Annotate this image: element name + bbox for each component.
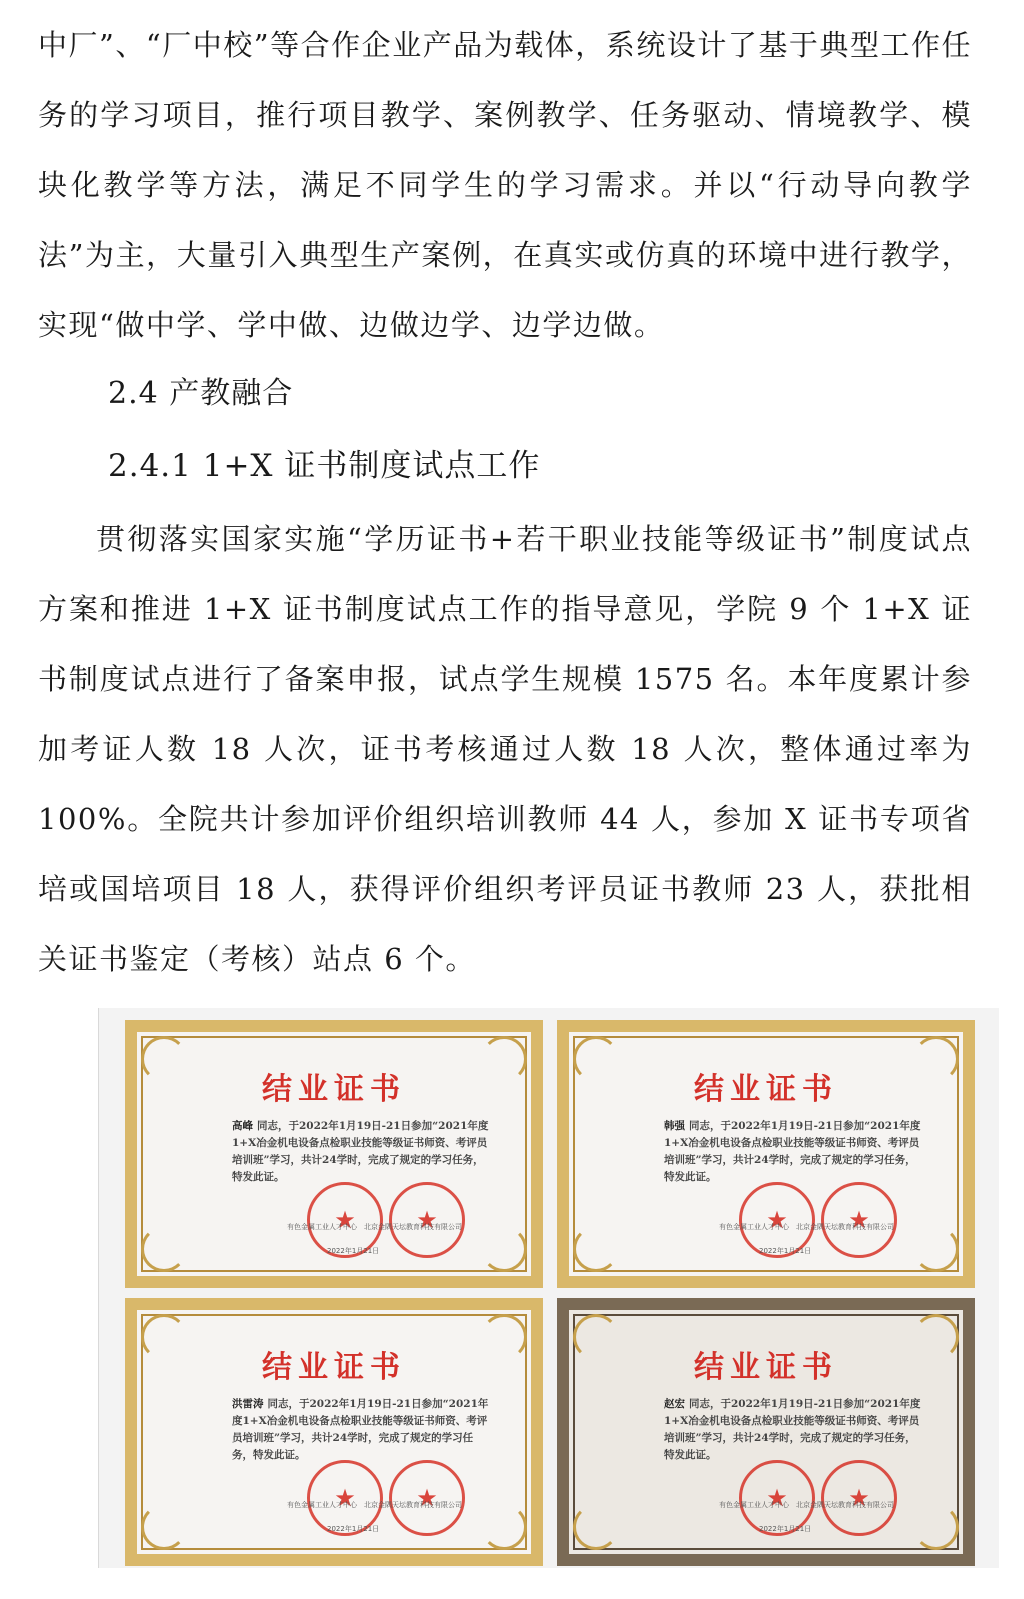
certificate-text [664,1118,923,1186]
certificate-4 [557,1298,975,1566]
certificate-title: 结业证书 [262,1350,406,1385]
certificate-holder-name: 韩强 [664,1120,685,1132]
red-seal-icon: ★ [739,1182,815,1258]
certificate-text [664,1396,923,1464]
certificate-title: 结业证书 [694,1350,838,1385]
certificate-date: 2022年1月21日 [759,1247,812,1255]
ornament-icon [141,1226,187,1272]
certificate-title: 结业证书 [262,1072,406,1107]
certificate-issuer: 有色金属工业人才中心 北京金隅天坛教育科技有限公司 [287,1223,462,1231]
ornament-icon [573,1226,619,1272]
red-seal-icon: ★ [307,1460,383,1536]
certificate-1 [125,1020,543,1288]
body-paragraph-2: 贯彻落实国家实施“学历证书+若干职业技能等级证书”制度试点方案和推进 1+X 证书制度试点工作的指导意见，学院 9 个 1+X 证书制度试点进行了备案申报，试点学生规模 1575 名。本年度累计参加考证人数 18 人次，证书考核通过人数 18 人次，整体通过率为 100%。全院共计参加评价组织培训教师 44 人，参加 X 证书专项省培或国培项目 18 人，获得评价组织考评员证书教师 23 人，获批相关证书鉴定（考核）站点 6 个。 [38,522,972,976]
certificate-issuer: 有色金属工业人才中心 北京金隅天坛教育科技有限公司 [719,1223,894,1231]
certificate-date: 2022年1月21日 [327,1247,380,1255]
red-seal-icon: ★ [739,1460,815,1536]
red-seal-icon: ★ [307,1182,383,1258]
certificate-date: 2022年1月21日 [759,1525,812,1533]
certificate-holder-name: 赵宏 [664,1398,685,1410]
ornament-icon [141,1504,187,1550]
ornament-icon [573,1504,619,1550]
body-paragraph-1: 中厂”、“厂中校”等合作企业产品为载体，系统设计了基于典型工作任务的学习项目，推行项目教学、案例教学、任务驱动、情境教学、模块化教学等方法，满足不同学生的学习需求。并以“行动导向教学法”为主，大量引入典型生产案例，在真实或仿真的环境中进行教学，实现“做中学、学中做、边做边学、边学边做。 [38,28,972,342]
certificate-date: 2022年1月21日 [327,1525,380,1533]
ornament-icon [481,1504,527,1550]
certificate-body: 同志，于2022年1月19日-21日参加“2021年度1+X冶金机电设备点检职业技能等级证书师资、考评员培训班”学习，共计24学时，完成了规定的学习任务，特发此证。 [232,1120,489,1183]
ornament-icon [913,1504,959,1550]
certificate-issuer: 有色金属工业人才中心 北京金隅天坛教育科技有限公司 [719,1501,894,1509]
ornament-icon [913,1226,959,1272]
red-seal-icon: ★ [821,1460,897,1536]
certificate-title: 结业证书 [694,1072,838,1107]
certificate-text [232,1118,491,1186]
certificate-issuer: 有色金属工业人才中心 北京金隅天坛教育科技有限公司 [287,1501,462,1509]
red-seal-icon: ★ [389,1460,465,1536]
red-seal-icon: ★ [389,1182,465,1258]
certificate-holder-name: 高峰 [232,1120,253,1132]
section-heading-2-4: 2.4 产教融合 [108,376,294,411]
section-heading-2-4-1: 2.4.1 1+X 证书制度试点工作 [108,448,541,484]
certificate-body: 同志，于2022年1月19日-21日参加“2021年度1+X冶金机电设备点检职业技能等级证书师资、考评员培训班”学习，共计24学时，完成了规定的学习任务，特发此证。 [664,1398,921,1461]
certificates-photo [98,1008,999,1568]
certificate-body: 同志，于2022年1月19日-21日参加“2021年度1+X冶金机电设备点检职业技能等级证书师资、考评员培训班”学习，共计24学时，完成了规定的学习任务，特发此证。 [664,1120,921,1183]
certificate-holder-name: 洪雷涛 [232,1398,264,1410]
red-seal-icon: ★ [821,1182,897,1258]
certificate-text [232,1396,491,1464]
ornament-icon [481,1226,527,1272]
certificate-2 [557,1020,975,1288]
certificate-3 [125,1298,543,1566]
certificate-body: 同志，于2022年1月19日-21日参加“2021年度1+X冶金机电设备点检职业技能等级证书师资、考评员培训班”学习，共计24学时，完成了规定的学习任务，特发此证。 [232,1398,489,1461]
